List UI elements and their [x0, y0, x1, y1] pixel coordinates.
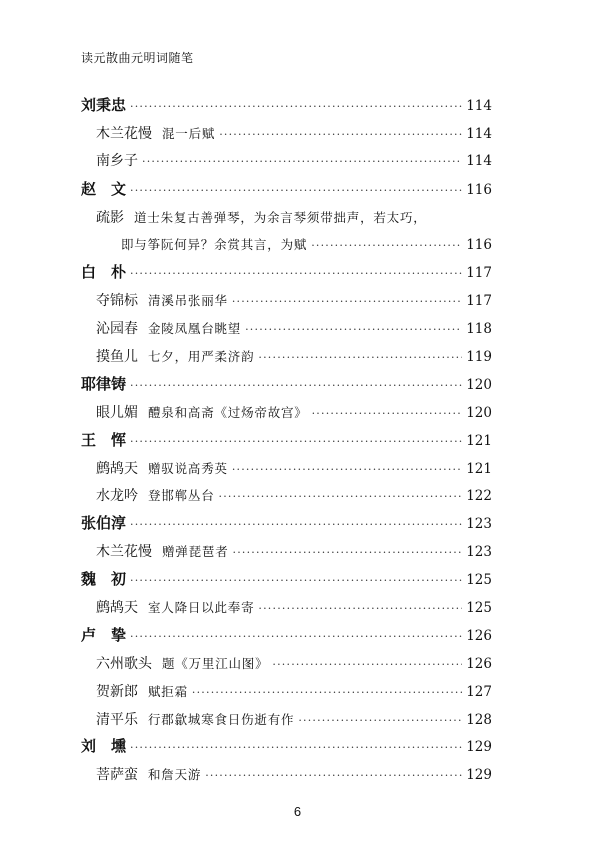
dot-leader — [205, 762, 462, 790]
toc-author-row — [81, 427, 492, 455]
toc-entry-row — [81, 120, 492, 148]
ci-title: 和詹天游 — [148, 767, 202, 783]
author-name: 赵 文 — [81, 179, 127, 198]
dot-leader — [219, 121, 462, 149]
ci-tune-name: 六州歌头 — [96, 655, 152, 672]
toc-author-row — [81, 176, 492, 204]
dot-leader — [130, 623, 462, 651]
author-name: 卢 挚 — [81, 625, 127, 644]
toc-entry-row — [81, 594, 492, 622]
page-ref: 123 — [466, 544, 492, 561]
toc-entry-row — [81, 455, 492, 483]
toc-entry-row — [81, 315, 492, 343]
toc-entry-row — [81, 706, 492, 734]
page-ref: 127 — [466, 683, 492, 700]
page-ref: 125 — [466, 600, 492, 617]
page-ref: 125 — [466, 572, 492, 589]
page-ref: 116 — [466, 237, 492, 254]
author-name: 张伯淳 — [81, 514, 127, 533]
page-ref: 126 — [466, 627, 492, 644]
toc-entry-row — [81, 761, 492, 789]
ci-tune-name: 鹧鸪天 — [96, 600, 138, 617]
toc-author-row — [81, 510, 492, 538]
author-name: 耶律铸 — [81, 374, 127, 393]
toc-entry-row — [81, 678, 492, 706]
toc-author-row — [81, 566, 492, 594]
dot-leader — [312, 400, 463, 428]
ci-title: 清溪吊张丽华 — [148, 293, 228, 309]
dot-leader — [219, 483, 463, 511]
ci-tune-name: 鹧鸪天 — [96, 460, 138, 477]
dot-leader — [130, 511, 462, 539]
page-number: 6 — [293, 804, 302, 819]
dot-leader — [298, 707, 462, 735]
page-ref: 122 — [466, 488, 492, 505]
ci-tune-name: 沁园春 — [96, 321, 138, 338]
page-ref: 123 — [466, 516, 492, 533]
dot-leader — [130, 372, 462, 400]
dot-leader — [142, 148, 462, 176]
dot-leader — [232, 288, 462, 316]
ci-tune-name: 夺锦标 — [96, 293, 138, 310]
ci-tune-name: 木兰花慢 — [96, 544, 152, 561]
ci-title: 七夕，用严柔济韵 — [148, 349, 255, 365]
ci-title: 赠驭说高秀英 — [148, 460, 228, 476]
ci-title: 混一后赋 — [162, 125, 216, 141]
ci-title: 赋拒霜 — [148, 683, 188, 699]
toc-author-row — [81, 92, 492, 120]
page-ref: 117 — [466, 265, 492, 282]
dot-leader — [311, 232, 462, 260]
author-name: 王 恽 — [81, 430, 127, 449]
ci-tune-name: 贺新郎 — [96, 683, 138, 700]
dot-leader — [130, 567, 462, 595]
dot-leader — [232, 456, 462, 484]
author-name: 魏 初 — [81, 570, 127, 589]
dot-leader — [245, 316, 462, 344]
page-ref: 126 — [466, 655, 492, 672]
toc-entry-row — [81, 538, 492, 566]
toc-entry-row — [81, 287, 492, 315]
page-ref: 119 — [466, 349, 492, 366]
dot-leader — [233, 539, 463, 567]
toc-author-row — [81, 733, 492, 761]
toc-entry-continuation-row — [81, 231, 492, 259]
page-ref: 121 — [466, 460, 492, 477]
page-ref: 114 — [466, 98, 492, 114]
dot-leader — [130, 428, 462, 456]
ci-title: 题《万里江山图》 — [162, 655, 269, 671]
page-ref: 120 — [466, 376, 492, 393]
toc-entry-row — [81, 204, 492, 232]
ci-tune-name: 菩萨蛮 — [96, 767, 138, 784]
page-ref: 128 — [466, 711, 492, 728]
table-of-contents — [81, 92, 492, 789]
page-ref: 114 — [466, 152, 492, 169]
dot-leader — [130, 93, 462, 121]
page-ref: 129 — [466, 767, 492, 784]
ci-title: 道士朱复古善弹琴，为余言琴须带拙声，若太巧， — [134, 209, 427, 225]
dot-leader — [192, 679, 462, 707]
page-ref: 118 — [466, 321, 492, 338]
toc-entry-row — [81, 148, 492, 176]
page-ref: 129 — [466, 739, 492, 756]
toc-author-row — [81, 259, 492, 287]
ci-title: 登邯郸丛台 — [148, 488, 215, 504]
page-ref: 121 — [466, 432, 492, 449]
author-name: 刘秉忠 — [81, 96, 127, 114]
author-name: 白 朴 — [81, 263, 127, 282]
toc-entry-row — [81, 482, 492, 510]
dot-leader — [258, 344, 462, 372]
toc-entry-row — [81, 650, 492, 678]
author-name: 刘 壎 — [81, 737, 127, 756]
dot-leader — [130, 177, 462, 205]
toc-author-row — [81, 371, 492, 399]
dot-leader — [130, 734, 462, 762]
ci-tune-name: 摸鱼儿 — [96, 349, 138, 366]
toc-entry-row — [81, 343, 492, 371]
running-head: 读元散曲元明词随笔 — [81, 51, 194, 65]
page-ref: 117 — [466, 293, 492, 310]
page-ref: 120 — [466, 404, 492, 421]
page-ref: 116 — [466, 181, 492, 198]
toc-entry-row — [81, 399, 492, 427]
ci-tune-name: 水龙吟 — [96, 488, 138, 505]
ci-title: 行郡歙城寒食日伤逝有作 — [148, 711, 295, 727]
ci-tune-name: 疏影 — [96, 209, 124, 226]
ci-title: 即与筝阮何异？余赏其言，为赋 — [121, 237, 308, 253]
ci-tune-name: 眼儿媚 — [96, 404, 138, 421]
dot-leader — [272, 651, 462, 679]
ci-title: 醴泉和高斋《过炀帝故宫》 — [148, 404, 308, 420]
ci-tune-name: 清平乐 — [96, 711, 138, 728]
ci-title: 室人降日以此奉寄 — [148, 600, 255, 616]
ci-title: 赠弹琵琶者 — [162, 544, 229, 560]
toc-author-row — [81, 622, 492, 650]
ci-tune-name: 南乡子 — [96, 152, 138, 169]
ci-title: 金陵凤凰台眺望 — [148, 321, 242, 337]
dot-leader — [130, 260, 462, 288]
page-ref: 114 — [466, 125, 492, 142]
dot-leader — [258, 595, 462, 623]
ci-tune-name: 木兰花慢 — [96, 125, 152, 142]
